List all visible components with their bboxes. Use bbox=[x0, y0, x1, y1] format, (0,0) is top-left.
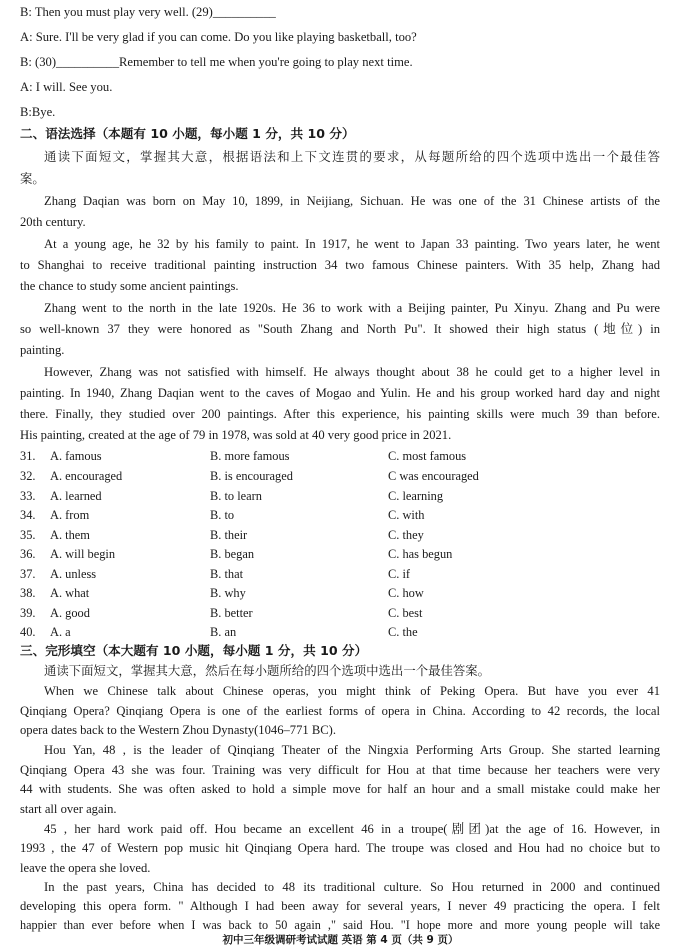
passage-line: In the past years, China has decided to 48 its traditional culture. So Hou returned in 2000 and continued bbox=[44, 880, 660, 894]
passage-line: Hou Yan, 48 , is the leader of Qinqiang Theater of the Ningxia Performing Arts Group. She started learning bbox=[44, 743, 660, 757]
option-number: 34. bbox=[20, 508, 36, 522]
passage-line: there. Finally, they studied over 200 paintings. After this experience, his painting skills were much 39 than before. bbox=[20, 407, 660, 421]
option-a: A. what bbox=[50, 586, 90, 600]
passage-line: At a young age, he 32 by his family to paint. In 1917, he went to Japan 33 painting. Two years later, he went bbox=[44, 237, 660, 251]
option-b: B. began bbox=[210, 547, 255, 561]
option-number: 40. bbox=[20, 625, 36, 639]
option-b: B. their bbox=[210, 528, 248, 542]
dialogue-line: A: I will. See you. bbox=[20, 80, 113, 94]
option-c: C. most famous bbox=[388, 449, 467, 463]
option-c: C. if bbox=[388, 567, 411, 581]
passage-line: 1993 , the 47 of Western pop music hit Qinqiang Opera hard. The troupe was closed and Hou had no choice but to bbox=[20, 841, 660, 855]
section-heading: 三、完形填空（本大题有 10 小题，每小题 1 分，共 10 分） bbox=[20, 643, 368, 658]
passage-line: developing this opera form. " Although I had been away for several years, I never 49 practicing the opera. I felt bbox=[20, 899, 660, 913]
dialogue-line: B: (30)__________Remember to tell me when you're going to play next time. bbox=[20, 55, 413, 69]
option-number: 38. bbox=[20, 586, 36, 600]
option-number: 36. bbox=[20, 547, 36, 561]
option-a: A. learned bbox=[50, 489, 102, 503]
passage-line: painting. In 1940, Zhang Daqian went to the caves of Mogao and Yulin. He and his group worked hard day and night bbox=[20, 386, 660, 400]
passage-line: happier than ever before when I was back to 50 again ," said Hou. "I hope more and more young people will take bbox=[20, 918, 660, 932]
passage-line: opera dates back to the Western Zhou Dynasty(1046–771 BC). bbox=[20, 723, 336, 737]
passage-line: His painting, created at the age of 79 in 1978, was sold at 40 very good price in 2021. bbox=[20, 428, 452, 442]
passage-line: 44 with students. She was often asked to hold a simple move for half an hour and a small mistake could make her bbox=[20, 782, 660, 796]
passage-line: However, Zhang was not satisfied with himself. He always thought about 38 he could get to a higher level in bbox=[44, 365, 660, 379]
option-number: 33. bbox=[20, 489, 36, 503]
option-a: A. from bbox=[50, 508, 90, 522]
option-c: C. has begun bbox=[388, 547, 453, 561]
passage-line: start all over again. bbox=[20, 802, 117, 816]
passage-line: painting. bbox=[20, 343, 65, 357]
option-b: B. to learn bbox=[210, 489, 262, 503]
dialogue-line: B:Bye. bbox=[20, 105, 56, 119]
passage-line: 45 , her hard work paid off. Hou became an excellent 46 in a troupe(剧团)at the age of 16. However, in bbox=[44, 822, 660, 836]
option-number: 32. bbox=[20, 469, 36, 483]
option-c: C. the bbox=[388, 625, 418, 639]
option-number: 37. bbox=[20, 567, 36, 581]
section-instruction: 通读下面短文，掌握其大意，然后在每小题所给的四个选项中选出一个最佳答案。 bbox=[44, 663, 491, 678]
option-b: B. more famous bbox=[210, 449, 290, 463]
passage-line: When we Chinese talk about Chinese operas, you might think of Peking Opera. But have you ever 41 bbox=[44, 684, 660, 698]
option-a: A. unless bbox=[50, 567, 97, 581]
option-c: C. learning bbox=[388, 489, 444, 503]
option-c: C. best bbox=[388, 606, 423, 620]
passage-line: Zhang went to the north in the late 1920s. He 36 to work with a Beijing painter, Pu Xinyu. Zhang and Pu were bbox=[44, 301, 660, 315]
section-instruction: 案。 bbox=[20, 171, 45, 186]
option-a: A. good bbox=[50, 606, 90, 620]
passage-line: the chance to study some ancient paintings. bbox=[20, 279, 239, 293]
option-c: C was encouraged bbox=[388, 469, 479, 483]
option-c: C. they bbox=[388, 528, 424, 542]
option-a: A. them bbox=[50, 528, 90, 542]
option-b: B. that bbox=[210, 567, 244, 581]
dialogue-line: B: Then you must play very well. (29)__________ bbox=[20, 5, 276, 19]
passage-line: so well-known 37 they were honored as "South Zhang and North Pu". It showed their high status (地位) in bbox=[20, 322, 660, 336]
option-a: A. encouraged bbox=[50, 469, 123, 483]
option-b: B. better bbox=[210, 606, 253, 620]
passage-line: to Shanghai to receive traditional painting instruction 34 two famous Chinese painters. With 35 help, Zhang had bbox=[20, 258, 660, 272]
option-a: A. will begin bbox=[50, 547, 116, 561]
dialogue-line: A: Sure. I'll be very glad if you can come. Do you like playing basketball, too? bbox=[20, 30, 417, 44]
option-b: B. an bbox=[210, 625, 237, 639]
option-a: A. famous bbox=[50, 449, 102, 463]
option-b: B. is encouraged bbox=[210, 469, 293, 483]
page-footer: 初中三年级调研考试试题 英语 第 4 页（共 9 页） bbox=[222, 934, 459, 946]
option-c: C. with bbox=[388, 508, 425, 522]
option-number: 39. bbox=[20, 606, 36, 620]
passage-line: 20th century. bbox=[20, 215, 86, 229]
passage-line: Qinqiang Opera 43 she was four. Training was very difficult for Hou at that time because her teachers were very bbox=[20, 763, 660, 777]
passage-line: leave the opera she loved. bbox=[20, 861, 151, 875]
option-b: B. why bbox=[210, 586, 246, 600]
section-heading: 二、语法选择（本题有 10 小题，每小题 1 分，共 10 分） bbox=[20, 126, 355, 141]
option-number: 31. bbox=[20, 449, 36, 463]
section-instruction: 通读下面短文，掌握其大意，根据语法和上下文连贯的要求，从每题所给的四个选项中选出一个最佳答 bbox=[44, 149, 660, 164]
passage-line: Zhang Daqian was born on May 10, 1899, in Neijiang, Sichuan. He was one of the 31 Chinese artists of the bbox=[44, 194, 660, 208]
option-a: A. a bbox=[50, 625, 71, 639]
option-c: C. how bbox=[388, 586, 424, 600]
option-number: 35. bbox=[20, 528, 36, 542]
option-b: B. to bbox=[210, 508, 235, 522]
passage-line: Qinqiang Opera? Qinqiang Opera is one of the earliest forms of opera in China. According to 42 records, the local bbox=[20, 704, 660, 718]
